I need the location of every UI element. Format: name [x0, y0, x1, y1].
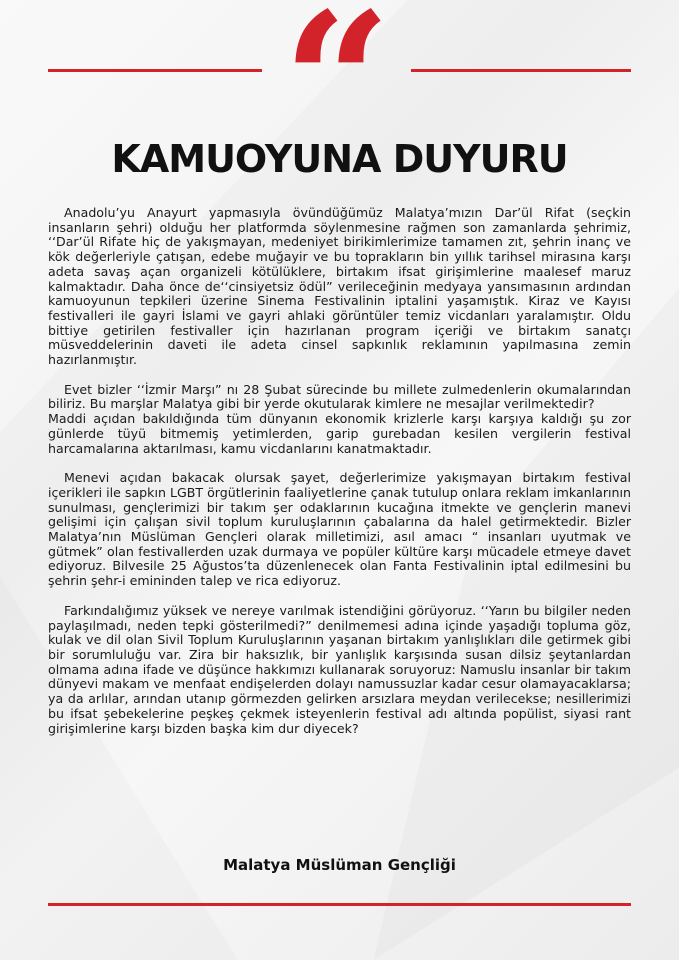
quote-mark-icon: “	[282, 0, 392, 194]
paragraph-1: Anadolu’yu Anayurt yapmasıyla övündüğümüz Malatya’mızın Dar’ül Rifat (seçkin insanların şehri) olduğu her platformda söylenmesine rağmen son zamanlarda şehrimiz, ‘‘Dar’ül Rifate hiç de yakışmayan, medeniyet birikimlerimize tamamen zıt, şehrin inanç ve kök değerleriyle çatışan, edebe muğayir ve bu toprakların bin yıllık tarihsel mirasına karşı adeta savaş açan organizeli kötülüklere, birtakım ifsat girişimlerine maalesef maruz kalmaktadır. Daha önce de‘‘cinsiyetsiz ödül” verileceğinin medyaya yansımasının ardından kamuoyunun tepkileri üzerine Sinema Festivalinin iptalini yaşamıştık. Kiraz ve Kayısı festivalleri ile gayri İslami ve gayri ahlaki görüntüler temiz vicdanları yaralamıştır. Oldu bittiye getirilen festivaller için hazırlanan program içeriği ve birtakım sanatçı müsveddelerinin daveti ile adeta cinsel sapkınlık reklamının yapılmasına zemin hazırlanmıştır.	[48, 205, 631, 368]
announcement-body	[48, 206, 631, 751]
page-title: KAMUOYUNA DUYURU	[111, 137, 568, 181]
paragraph-4: Menevi açıdan bakacak olursak şayet, değerlerimize yakışmayan birtakım festival içerikleri ile sapkın LGBT örgütlerinin faaliyetlerine çanak tutulup onlara reklam imkanlarının sunulması, gençlerimizi bir takım şer odaklarının kucağına itmekte ve gençlerin manevi gelişimi için çalışan sivil toplum kuruluşlarının çabalarına da halel getirmektedir. Bizler Malatya’nın Müslüman Gençleri olarak milletimizi, asıl amacı “ insanları uyutmak ve gütmek” olan festivallerden uzak durmaya ve popüler kültüre karşı mücadele etmeye davet ediyoruz. Bilvesile 25 Ağustos’ta düzenlenecek olan Fanta Festivalinin iptal edilmesini bu şehrin şehr-i emininden talep ve rica ediyoruz.	[48, 470, 631, 589]
footer-rule	[48, 903, 631, 906]
header-rule-left	[48, 69, 262, 72]
paragraph-5: Farkındalığımız yüksek ve nereye varılmak istendiğini görüyoruz. ‘‘Yarın bu bilgiler neden paylaşılmadı, neden tepki gösterilmedi?” denilmemesi adına içinde yaşadığı topluma göz, kulak ve dil olan Sivil Toplum Kuruluşlarının yaşanan birtakım yanlışlıkları dile getirmek gibi bir sorumluluğu var. Zira bir haksızlık, bir yanlışlık karşısında susan dilsiz şeytanlardan olmama adına ifade ve düşünce hakkımızı kullanarak soruyoruz: Namuslu insanlar bir takım dünyevi makam ve menfaat endişelerden dolayı namussuzlar kadar cesur olamayacaklarsa; ya da arlılar, arından utanıp görmezden gelirken arsızlara meydan verilecekse; nesillerimizi bu ifsat şebekelerine peşkeş çekmek isteyenlerin festival adı altında popülist, siyasi rant girişimlerine karşı bizden başka kim dur diyecek?	[48, 602, 631, 736]
paragraph-3: Maddi açıdan bakıldığında tüm dünyanın ekonomik krizlerle karşı karşıya kaldığı şu zor günlerde tüyü bitmemiş yetimlerden, garip gurebadan kesilen vergilerin festival harcamalarına aktarılması, kamu vicdanlarını kanatmaktadır.	[48, 411, 631, 456]
header-rule-right	[411, 69, 631, 72]
paragraph-2: Evet bizler ‘‘İzmir Marşı” nı 28 Şubat sürecinde bu millete zulmedenlerin okumalarından biliriz. Bu marşlar Malatya gibi bir yerde okutularak kimlere ne mesajlar verilmektedir?	[48, 381, 631, 412]
signature: Malatya Müslüman Gençliği	[223, 856, 456, 874]
